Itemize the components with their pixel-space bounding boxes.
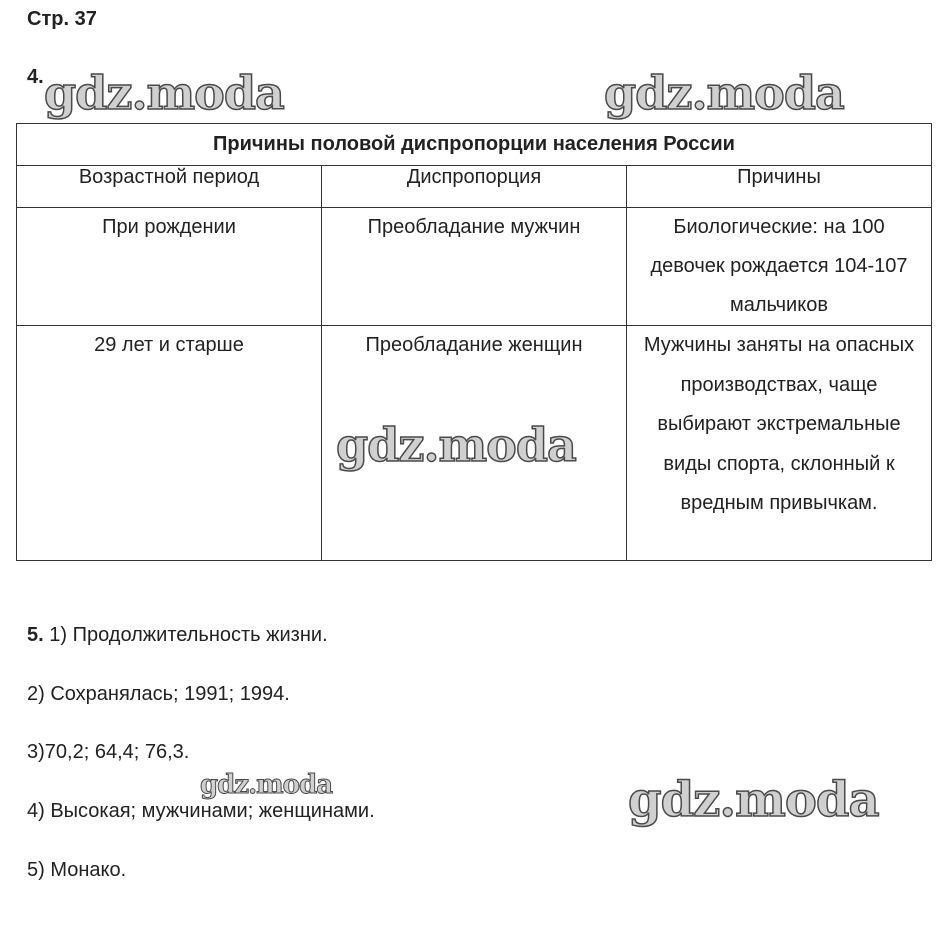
cell-disproportion: Преобладание женщин (322, 326, 627, 561)
cell-period: 29 лет и старше (17, 326, 322, 561)
page-label: Стр. 37 (27, 8, 97, 30)
population-disproportion-table (16, 123, 932, 561)
watermark-top-left: gdz.moda (44, 66, 284, 120)
task-5-answer-2: 2) Сохранялась; 1991; 1994. (27, 683, 290, 705)
column-header-disproportion: Диспропорция (322, 166, 627, 208)
watermark-bottom-right: gdz.moda (628, 772, 879, 828)
cell-reason: Биологические: на 100 девочек рождается 104-107 мальчиков (627, 208, 932, 326)
column-header-reason: Причины (627, 166, 932, 208)
cell-reason: Мужчины заняты на опасных производствах, чаще выбирают экстремальные виды спорта, склонный к вредным привычкам. (627, 326, 932, 561)
task-5-number: 5. (27, 624, 44, 646)
cell-period: При рождении (17, 208, 322, 326)
task-5-answer-5: 5) Монако. (27, 859, 127, 881)
task-5-answer-1 (27, 624, 328, 647)
watermark-top-right: gdz.moda (604, 66, 844, 120)
table-title: Причины половой диспропорции населения России (17, 124, 932, 166)
task-4-number: 4. (27, 66, 44, 88)
answer-text: 1) Продолжительность жизни. (49, 624, 328, 646)
column-header-period: Возрастной период (17, 166, 322, 208)
watermark-table-middle: gdz.moda (336, 418, 576, 472)
table-row (17, 208, 932, 326)
task-5-answer-4: 4) Высокая; мужчинами; женщинами. (27, 800, 375, 822)
watermark-small: gdz.moda (200, 770, 333, 800)
cell-disproportion: Преобладание мужчин (322, 208, 627, 326)
task-5-answer-3: 3)70,2; 64,4; 76,3. (27, 741, 190, 763)
